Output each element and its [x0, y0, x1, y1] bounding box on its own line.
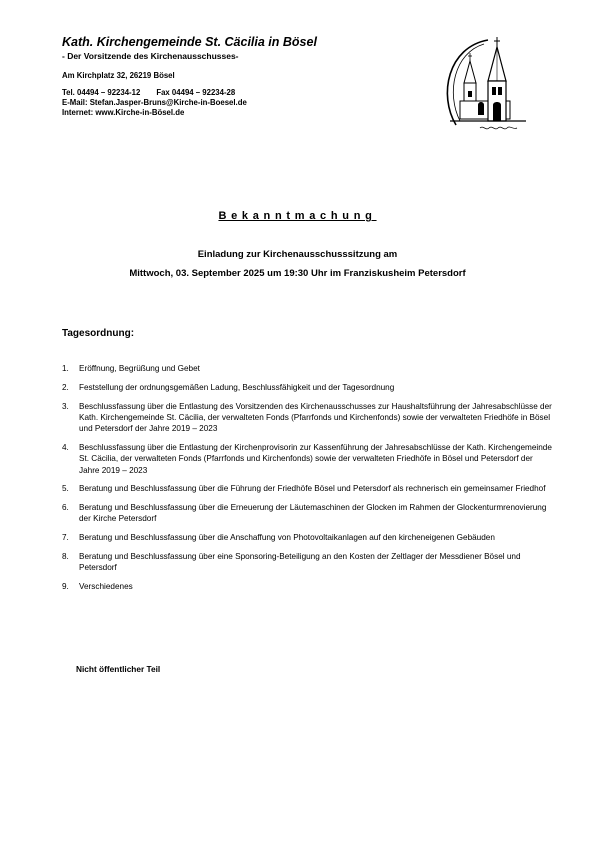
fax: Fax 04494 – 92234-28 [156, 88, 236, 97]
agenda-item [62, 401, 552, 435]
agenda-item-text: Eröffnung, Begrüßung und Gebet [79, 364, 200, 373]
invitation-line-2: Mittwoch, 03. September 2025 um 19:30 Uhr im Franziskusheim Petersdorf [129, 268, 466, 279]
agenda-item-text: Beratung und Beschlussfassung über die Führung der Friedhöfe Bösel und Petersdorf als rechnerisch ein gemeinsamer Friedhof [79, 484, 546, 494]
internet: Internet: www.Kirche-in-Bösel.de [62, 108, 185, 117]
contact-block [62, 88, 422, 118]
phone-fax-line [62, 88, 422, 98]
agenda-item-number: 7. [62, 533, 69, 543]
agenda-item-number: 3. [62, 401, 69, 411]
agenda-item-number: 6. [62, 503, 69, 513]
non-public-section-label: Nicht öffentlicher Teil [76, 664, 161, 674]
address: Am Kirchplatz 32, 26219 Bösel [62, 71, 175, 80]
agenda-item-number: 9. [62, 582, 69, 592]
agenda-item-text: Beschlussfassung über die Entlastung des Vorsitzenden des Kirchenausschusses zur Haushaltsführung der Jahresabschlüsse der Kath. Kirchengemeinde St. Cäcilia, der verwalteten Fonds (Pfarrfonds und Kirchenfonds) sowie der verwalteten Friedhöfe in Bösel und Petersdorf der Jahre 2019 – 2023 [79, 401, 552, 434]
agenda-item [62, 442, 552, 476]
agenda-heading: Tagesordnung: [62, 328, 135, 339]
invitation-line-1: Einladung zur Kirchenausschusssitzung am [197, 249, 398, 260]
agenda-item-text: Beschlussfassung über die Entlastung der Kirchenprovisorin zur Kassenführung der Jahresabschlüsse der Kath. Kirchengemeinde St. Cäcilia, der verwalteten Fonds (Pfarrfonds und Kirchenfonds) sowie der verwalteten Friedhöfe in Bösel und Petersdorf der Jahre 2019 – 2023 [79, 442, 552, 475]
agenda-item [62, 532, 552, 543]
agenda-item-text: Beratung und Beschlussfassung über die Erneuerung der Läutemaschinen der Glocken im Rahmen der Glockenturmrenovierung der Kirche Petersdorf [79, 503, 547, 524]
agenda-item-number: 5. [62, 484, 69, 494]
agenda-item-text: Verschiedenes [79, 582, 133, 592]
agenda-list [62, 363, 552, 600]
agenda-item [62, 382, 552, 393]
agenda-item [62, 581, 552, 592]
agenda-item [62, 363, 552, 374]
agenda-item [62, 483, 552, 494]
agenda-item-text: Feststellung der ordnungsgemäßen Ladung, Beschlussfähigkeit und der Tagesordnung [79, 382, 395, 392]
letterhead [62, 35, 422, 118]
agenda-item-text: Beratung und Beschlussfassung über eine Sponsoring-Beteiligung an den Kosten der Zeltlager der Messdiener Bösel und Petersdorf [79, 552, 521, 573]
org-name: Kath. Kirchengemeinde St. Cäcilia in Bösel [62, 35, 317, 49]
church-logo-icon [430, 35, 538, 133]
email: E-Mail: Stefan.Jasper-Bruns@Kirche-in-Boesel.de [62, 98, 247, 107]
phone: Tel. 04494 – 92234-12 [62, 88, 141, 97]
page-title: Bekanntmachung [218, 210, 377, 222]
org-subtitle: - Der Vorsitzende des Kirchenausschusses- [62, 51, 239, 61]
agenda-item-number: 2. [62, 382, 69, 392]
agenda-item-text: Beratung und Beschlussfassung über die Anschaffung von Photovoltaikanlagen auf den kircheneigenen Gebäuden [79, 533, 495, 543]
agenda-item-number: 1. [62, 364, 69, 373]
agenda-item-number: 4. [62, 442, 69, 452]
agenda-item-number: 8. [62, 552, 69, 562]
agenda-item [62, 502, 552, 525]
agenda-item [62, 551, 552, 574]
